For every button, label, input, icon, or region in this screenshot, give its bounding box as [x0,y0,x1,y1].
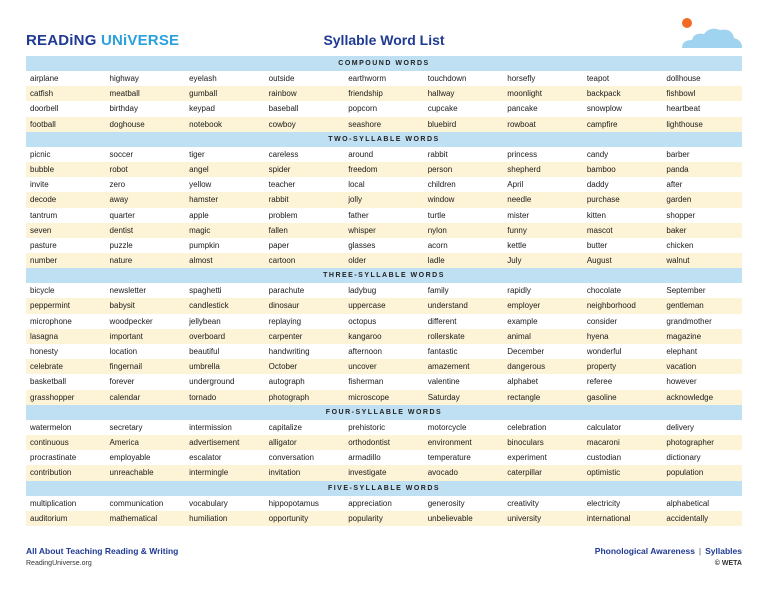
word-cell: example [507,316,538,326]
word-cell: fallen [268,225,288,235]
word-cell: gumball [189,89,218,99]
word-cell: December [507,347,545,356]
word-cell: candlestick [189,301,229,311]
word-cell: zero [109,180,126,190]
table-row [26,298,742,313]
word-cell: spider [268,164,291,174]
word-cell: property [586,362,617,372]
table-row [26,162,742,177]
word-cell: highway [109,74,139,83]
page-header [26,30,742,52]
table-row [26,147,742,162]
word-cell: mathematical [109,513,158,523]
word-cell: earthworm [348,74,386,83]
word-cell: picnic [30,149,51,159]
footer-breadcrumb [595,546,742,556]
word-cell: older [348,256,366,266]
word-cell: almost [189,256,213,266]
word-cell: humiliation [189,513,228,523]
word-cell: seven [30,225,52,235]
word-cell: temperature [427,453,471,463]
word-cell: away [109,195,129,205]
word-cell: avocado [427,468,458,478]
word-cell: eyelash [189,74,217,83]
table-row [26,329,742,344]
word-cell: experiment [507,453,547,463]
word-cell: notebook [189,119,223,129]
word-cell: important [109,331,143,341]
word-cell: after [666,180,683,190]
word-cell: nature [109,256,133,266]
word-cell: photographer [666,437,714,447]
word-cell: creativity [507,498,539,508]
word-cell: rabbit [268,195,289,205]
word-cell: macaroni [586,437,620,447]
word-cell: employable [109,453,151,463]
word-cell: bluebird [427,119,457,129]
breadcrumb-phonological-awareness[interactable]: Phonological Awareness [594,546,695,556]
word-cell: apple [189,210,209,220]
word-cell: university [507,513,542,523]
word-cell: photograph [268,392,310,402]
table-row [26,86,742,101]
word-cell: celebration [507,422,547,432]
table-row [26,238,742,253]
logo-universe: UNiVERSE [100,32,180,49]
word-cell: puzzle [109,240,133,250]
word-cell: kitten [586,210,606,220]
word-cell: shepherd [507,164,541,174]
cloud-icon [680,26,742,48]
word-cell: electricity [586,498,621,508]
word-cell: vacation [666,362,697,372]
word-cell: purchase [586,195,620,205]
word-cell: airplane [30,74,59,83]
word-cell: friendship [348,89,383,99]
word-cell: hippopotamus [268,498,319,508]
table-row [26,314,742,329]
word-cell: meatball [109,89,140,99]
word-cell: babysit [109,301,135,311]
word-cell: baker [666,225,687,235]
section-heading: COMPOUND WORDS [26,56,742,71]
word-cell: forever [109,377,135,387]
table-row [26,511,742,526]
word-cell: heartbeat [666,104,701,114]
word-cell: international [586,513,631,523]
word-cell: procrastinate [30,453,77,463]
word-cell: doorbell [30,104,59,114]
word-cell: custodian [586,453,622,463]
word-cell: amazement [427,362,470,372]
word-cell: rectangle [507,392,541,402]
word-cell: grandmother [666,316,712,326]
word-cell: window [427,195,455,205]
word-cell: dollhouse [666,74,701,83]
word-cell: walnut [666,256,690,266]
word-cell: chocolate [586,286,622,296]
word-cell: escalator [189,453,222,463]
word-cell: lighthouse [666,119,703,129]
word-cell: population [666,468,704,478]
section-heading: THREE-SYLLABLE WORDS [26,268,742,283]
word-cell: July [507,256,522,266]
word-cell: prehistoric [348,422,386,432]
word-cell: spaghetti [189,286,222,296]
word-cell: octopus [348,316,377,326]
word-cell: rowboat [507,119,536,129]
word-cell: unreachable [109,468,154,478]
word-cell: angel [189,164,209,174]
breadcrumb-separator: | [698,546,702,556]
word-cell: accidentally [666,513,709,523]
word-cell: employer [507,301,541,311]
word-cell: September [666,286,706,296]
word-cell: barber [666,149,690,159]
word-cell: environment [427,437,472,447]
word-cell: armadillo [348,453,381,463]
word-cell: Saturday [427,392,460,402]
word-cell: number [30,256,58,266]
word-cell: animal [507,331,531,341]
word-cell: optimistic [586,468,621,478]
table-row [26,71,742,86]
word-cell: princess [507,149,538,159]
word-cell: rollerskate [427,331,465,341]
word-cell: bicycle [30,286,55,296]
table-row [26,208,742,223]
word-cell: autograph [268,377,305,387]
word-cell: underground [189,377,235,387]
word-cell: vocabulary [189,498,228,508]
word-cell: ladle [427,256,445,266]
word-cell: afternoon [348,347,382,356]
word-cell: campfire [586,119,618,129]
table-row [26,496,742,511]
word-cell: around [348,149,374,159]
word-cell: careless [268,149,299,159]
word-cell: paper [268,240,290,250]
word-cell: robot [109,164,128,174]
word-cell: outside [268,74,295,83]
word-cell: mister [507,210,530,220]
syllable-word-table [26,56,742,526]
word-cell: calendar [109,392,141,402]
table-row [26,435,742,450]
word-cell: basketball [30,377,67,387]
word-cell: baseball [268,104,299,114]
footer-site-link[interactable]: ReadingUniverse.org [26,560,92,567]
word-cell: auditorium [30,513,68,523]
word-cell: rapidly [507,286,531,296]
word-cell: invite [30,180,49,190]
word-cell: beautiful [189,347,220,356]
footer-tagline: All About Teaching Reading & Writing [26,546,179,556]
word-cell: problem [268,210,298,220]
word-cell: dictionary [666,453,701,463]
table-row [26,177,742,192]
word-cell: grasshopper [30,392,75,402]
word-cell: children [427,180,456,190]
word-cell: peppermint [30,301,71,311]
word-cell: keypad [189,104,215,114]
word-cell: newsletter [109,286,147,296]
word-cell: valentine [427,377,460,387]
word-cell: jellybean [189,316,221,326]
word-cell: funny [507,225,527,235]
word-cell: delivery [666,422,694,432]
table-row [26,253,742,268]
word-cell: cowboy [268,119,296,129]
word-cell: alphabetical [666,498,710,508]
word-cell: parachute [268,286,305,296]
word-cell: teapot [586,74,610,83]
word-cell: bubble [30,164,55,174]
word-cell: secretary [109,422,143,432]
word-cell: microphone [30,316,72,326]
logo-reading: READiNG [26,32,97,49]
word-cell: umbrella [189,362,220,372]
table-row [26,465,742,480]
word-cell: tornado [189,392,217,402]
word-cell: mascot [586,225,613,235]
section-heading: FIVE-SYLLABLE WORDS [26,481,742,496]
word-cell: uncover [348,362,377,372]
word-cell: gasoline [586,392,617,402]
word-cell: jolly [348,195,362,205]
word-cell: soccer [109,149,134,159]
word-cell: hyena [586,331,609,341]
table-row [26,283,742,298]
word-cell: intermingle [189,468,229,478]
section-heading: TWO-SYLLABLE WORDS [26,132,742,147]
word-cell: location [109,347,138,356]
word-cell: however [666,377,697,387]
word-cell: cupcake [427,104,458,114]
word-cell: opportunity [268,513,309,523]
word-cell: catfish [30,89,54,99]
word-cell: pumpkin [189,240,220,250]
word-cell: butter [586,240,608,250]
word-cell: advertisement [189,437,240,447]
word-cell: consider [586,316,618,326]
table-row [26,344,742,359]
word-cell: backpack [586,89,621,99]
word-cell: family [427,286,449,296]
word-cell: carpenter [268,331,303,341]
word-cell: multiplication [30,498,77,508]
word-cell: rainbow [268,89,297,99]
word-cell: April [507,180,524,190]
word-cell: hamster [189,195,218,205]
word-cell: dentist [109,225,134,235]
word-cell: dinosaur [268,301,300,311]
word-cell: garden [666,195,692,205]
word-cell: rabbit [427,149,448,159]
footer-left [26,546,178,567]
word-cell: invitation [268,468,301,478]
word-cell: celebrate [30,362,63,372]
word-cell: whisper [348,225,376,235]
word-cell: uppercase [348,301,386,311]
word-cell: August [586,256,612,266]
word-cell: investigate [348,468,387,478]
word-cell: horsefly [507,74,536,83]
word-cell: elephant [666,347,698,356]
word-cell: conversation [268,453,314,463]
word-cell: bamboo [586,164,616,174]
word-cell: magazine [666,331,702,341]
word-cell: hallway [427,89,455,99]
word-cell: freedom [348,164,378,174]
word-cell: microscope [348,392,390,402]
table-row [26,390,742,405]
table-row [26,192,742,207]
word-cell: gentleman [666,301,704,311]
word-cell: unbelievable [427,513,473,523]
word-cell: alligator [268,437,297,447]
word-cell: replaying [268,316,302,326]
word-cell: yellow [189,180,212,190]
word-cell: America [109,437,139,447]
footer-right [595,546,742,567]
word-cell: football [30,119,56,129]
word-cell: orthodontist [348,437,390,447]
word-cell: acknowledge [666,392,714,402]
word-cell: dangerous [507,362,546,372]
word-cell: capitalize [268,422,302,432]
word-cell: local [348,180,365,190]
word-cell: calculator [586,422,622,432]
word-cell: kettle [507,240,527,250]
word-cell: binoculars [507,437,544,447]
word-cell: appreciation [348,498,392,508]
word-cell: candy [586,149,609,159]
word-cell: person [427,164,453,174]
word-cell: touchdown [427,74,467,83]
word-cell: father [348,210,369,220]
word-cell: tantrum [30,210,58,220]
word-cell: referee [586,377,613,387]
footer-copyright: © WETA [714,560,742,567]
word-cell: generosity [427,498,465,508]
word-cell: fisherman [348,377,384,387]
table-row [26,420,742,435]
word-cell: handwriting [268,347,310,356]
word-cell: teacher [268,180,296,190]
word-cell: magic [189,225,211,235]
word-cell: moonlight [507,89,542,99]
word-cell: pancake [507,104,538,114]
table-row [26,359,742,374]
word-cell: decode [30,195,57,205]
table-row [26,374,742,389]
word-cell: acorn [427,240,448,250]
word-cell: chicken [666,240,694,250]
word-cell: woodpecker [109,316,153,326]
word-cell: quarter [109,210,135,220]
word-cell: alphabet [507,377,538,387]
word-cell: honesty [30,347,59,356]
word-cell: fishbowl [666,89,696,99]
word-cell: wonderful [586,347,622,356]
word-cell: contribution [30,468,72,478]
word-cell: continuous [30,437,69,447]
word-cell: fantastic [427,347,458,356]
breadcrumb-syllables[interactable]: Syllables [705,546,742,556]
word-cell: motorcycle [427,422,467,432]
table-row [26,223,742,238]
word-cell: kangaroo [348,331,382,341]
word-cell: ladybug [348,286,377,296]
word-cell: doghouse [109,119,145,129]
word-cell: nylon [427,225,447,235]
word-cell: different [427,316,457,326]
word-cell: communication [109,498,164,508]
word-cell: daddy [586,180,609,190]
word-cell: understand [427,301,468,311]
word-cell: seashore [348,119,382,129]
table-row [26,117,742,132]
word-cell: glasses [348,240,376,250]
word-cell: snowplow [586,104,622,114]
word-cell: popcorn [348,104,378,114]
table-row [26,450,742,465]
word-cell: turtle [427,210,446,220]
word-cell: cartoon [268,256,296,266]
word-cell: October [268,362,298,372]
word-cell: popularity [348,513,383,523]
word-cell: lasagna [30,331,59,341]
table-row [26,101,742,116]
word-cell: neighborhood [586,301,636,311]
word-cell: pasture [30,240,57,250]
word-cell: overboard [189,331,226,341]
word-cell: fingernail [109,362,143,372]
word-cell: birthday [109,104,139,114]
word-cell: tiger [189,149,205,159]
word-cell: intermission [189,422,232,432]
word-cell: caterpillar [507,468,542,478]
section-heading: FOUR-SYLLABLE WORDS [26,405,742,420]
word-cell: watermelon [30,422,72,432]
page-title: Syllable Word List [323,32,445,48]
word-cell: needle [507,195,532,205]
word-cell: shopper [666,210,696,220]
word-cell: panda [666,164,689,174]
